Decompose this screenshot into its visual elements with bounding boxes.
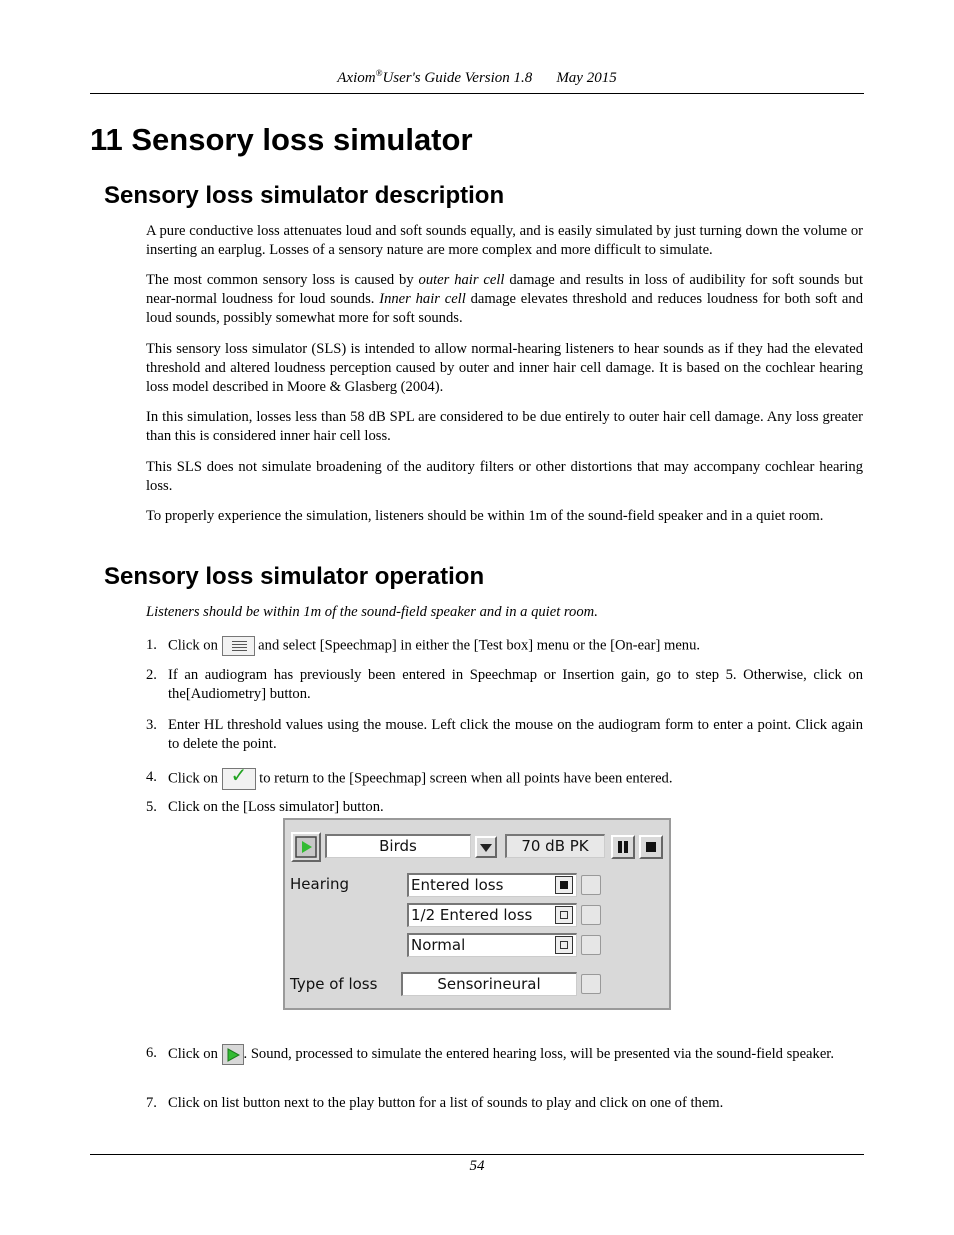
hearing-option-half-entered-loss[interactable] — [407, 903, 577, 927]
italic-term: outer hair cell — [418, 272, 505, 288]
pause-button[interactable] — [611, 835, 635, 859]
paragraph: A pure conductive loss attenuates loud and soft sounds equally, and is easily simulated by just turning down the volume or inserting an earplug. Losses of a sensory nature are more complex and more difficult to simulate. — [146, 223, 863, 258]
page-number: 54 — [469, 1158, 485, 1174]
section-heading-operation: Sensory loss simulator operation — [104, 563, 485, 590]
step-number: 5. — [146, 799, 157, 815]
paragraph: This SLS does not simulate broadening of the auditory filters or other distortions that may accompany cochlear hearing loss. — [146, 459, 863, 494]
text-run: The most common sensory loss is caused by — [146, 272, 419, 288]
sound-value: Birds — [379, 837, 417, 855]
list-icon — [232, 640, 247, 652]
paragraph: In this simulation, losses less than 58 dB SPL are considered to be due entirely to outer hair cell damage. Any loss greater than this is considered inner hair cell loss. — [146, 409, 863, 444]
option-checkbox[interactable] — [581, 935, 601, 955]
stop-button[interactable] — [639, 835, 663, 859]
play-icon — [295, 836, 317, 858]
level-value: 70 dB PK — [521, 837, 589, 855]
step-text: . Sound, processed to simulate the entered hearing loss, will be presented via the sound-field speaker. — [243, 1045, 834, 1062]
chevron-down-icon — [479, 840, 493, 854]
header-date: May 2015 — [556, 70, 617, 86]
step-text: Click on — [168, 637, 222, 654]
step-number: 7. — [146, 1095, 157, 1111]
list-item — [146, 1044, 863, 1065]
checkmark-button[interactable] — [222, 763, 256, 790]
footer-rule — [90, 1154, 864, 1155]
sound-dropdown-button[interactable] — [475, 836, 497, 858]
hearing-option-entered-loss[interactable] — [407, 873, 577, 897]
type-of-loss-value: Sensorineural — [437, 975, 541, 993]
list-item — [146, 798, 863, 817]
header-title: Axiom — [337, 70, 376, 86]
hearing-label: Hearing — [290, 875, 350, 893]
stop-icon — [643, 839, 659, 855]
option-checkbox[interactable] — [581, 875, 601, 895]
sound-select[interactable] — [325, 834, 471, 858]
list-menu-button[interactable] — [222, 636, 255, 656]
loss-simulator-panel — [283, 818, 671, 1010]
play-button-inline[interactable] — [222, 1044, 244, 1065]
step-text: Click on the [Loss simulator] button. — [168, 799, 384, 815]
text-run: damage and results in loss of audibility for soft sounds but near-normal loudness for loud sounds. — [146, 272, 863, 307]
page-header — [90, 68, 864, 87]
step-text: to return to the [Speechmap] screen when all points have been entered. — [255, 770, 673, 787]
radio-unselected-icon[interactable] — [555, 936, 573, 954]
pause-icon — [615, 839, 631, 855]
type-of-loss-select[interactable] — [401, 972, 577, 996]
text-run: damage elevates threshold and reduces loudness for both soft and loud sounds, possibly somewhat more for soft sounds. — [146, 291, 864, 326]
step-text: Click on — [168, 770, 222, 787]
list-item — [146, 1094, 863, 1113]
section-heading-description: Sensory loss simulator description — [104, 182, 505, 209]
step-text: If an audiogram has previously been entered in Speechmap or Insertion gain, go to step 5. Otherwise, click on the[Audiometry] button. — [168, 667, 863, 702]
list-item — [146, 666, 863, 704]
radio-selected-icon[interactable] — [555, 876, 573, 894]
header-subtitle: User's Guide Version 1.8 — [382, 70, 533, 86]
option-checkbox[interactable] — [581, 905, 601, 925]
step-number: 1. — [146, 637, 157, 653]
hearing-option-normal[interactable] — [407, 933, 577, 957]
type-of-loss-label: Type of loss — [290, 975, 378, 993]
checkmark-icon: ✓ — [230, 763, 248, 787]
option-label: Entered loss — [411, 876, 504, 894]
type-checkbox[interactable] — [581, 974, 601, 994]
step-text: Click on list button next to the play button for a list of sounds to play and click on one of them. — [168, 1095, 724, 1111]
paragraph: To properly experience the simulation, listeners should be within 1m of the sound-field speaker and in a quiet room. — [146, 508, 824, 524]
level-display — [505, 834, 605, 858]
step-text: Enter HL threshold values using the mouse. Left click the mouse on the audiogram form to enter a point. Click again to delete the point. — [168, 717, 863, 752]
italic-term: Inner hair cell — [379, 291, 466, 307]
header-rule — [90, 93, 864, 94]
step-text: Click on — [168, 1045, 222, 1062]
list-item — [146, 716, 863, 754]
note-text: Listeners should be within 1m of the sound-field speaker and in a quiet room. — [146, 604, 598, 620]
paragraph: This sensory loss simulator (SLS) is intended to allow normal-hearing listeners to hear sounds as if they had the elevated threshold and altered loudness perception caused by outer and inner hair cell damage. It is based on the cochlear hearing loss model described in Moore & Glasberg (2004). — [146, 341, 863, 395]
registered-mark: ® — [375, 68, 383, 78]
chapter-title: 11 Sensory loss simulator — [90, 122, 473, 157]
option-label: 1/2 Entered loss — [411, 906, 533, 924]
step-number: 6. — [146, 1045, 157, 1061]
play-button[interactable] — [291, 832, 321, 862]
radio-unselected-icon[interactable] — [555, 906, 573, 924]
step-text: and select [Speechmap] in either the [Test box] menu or the [On-ear] menu. — [254, 637, 701, 654]
step-number: 4. — [146, 769, 157, 785]
list-item — [146, 636, 863, 656]
option-label: Normal — [411, 936, 466, 954]
play-icon — [226, 1048, 240, 1062]
list-item — [146, 763, 863, 790]
paragraph — [146, 271, 863, 328]
step-number: 3. — [146, 717, 157, 733]
step-number: 2. — [146, 667, 157, 683]
